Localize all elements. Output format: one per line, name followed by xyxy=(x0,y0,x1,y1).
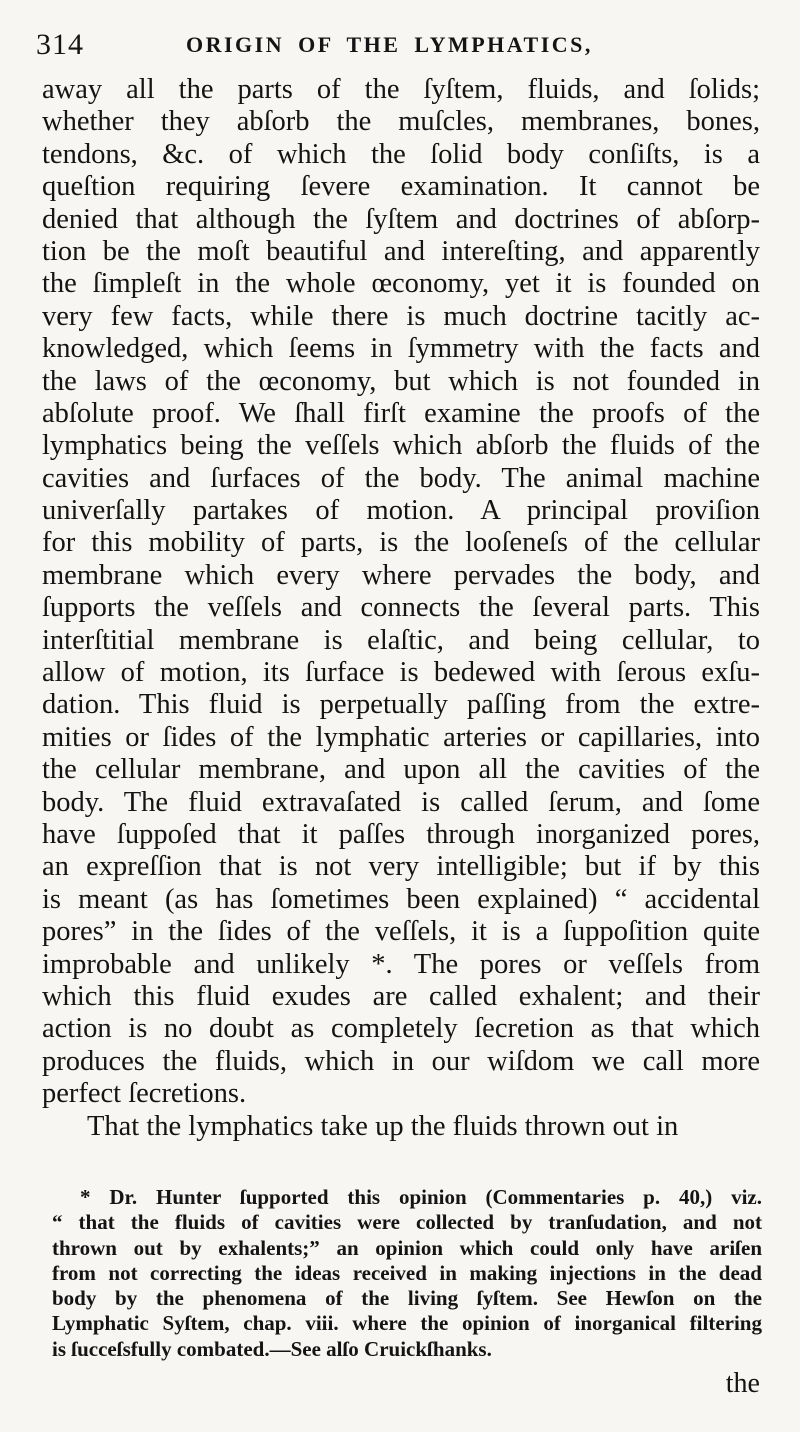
text-line: interſtitial membrane is elaſtic, and being cellular, to xyxy=(42,624,760,656)
text-line: allow of motion, its ſurface is bedewed with ſerous exſu- xyxy=(42,657,760,689)
text-line: pores” in the ſides of the veſſels, it is a ſuppoſition quite xyxy=(42,916,760,948)
footnote-line: is ſucceſsfully combated.—See alſo Cruickſhanks. xyxy=(52,1336,492,1361)
text-line: an expreſſion that is not very intelligible; but if by this xyxy=(42,851,760,883)
text-line: denied that although the ſyſtem and doctrines of abſorp- xyxy=(42,203,760,235)
main-text xyxy=(42,74,760,1143)
page-header xyxy=(36,22,760,62)
footnote-line: thrown out by exhalents;” an opinion which could only have ariſen xyxy=(52,1235,762,1260)
text-line: ſupports the veſſels and connects the ſeveral parts. This xyxy=(42,592,760,624)
text-line: queſtion requiring ſevere examination. It cannot be xyxy=(42,171,760,203)
text-line: which this fluid exudes are called exhalent; and their xyxy=(42,980,760,1012)
text-line: the cellular membrane, and upon all the cavities of the xyxy=(42,754,760,786)
footnote-block xyxy=(52,1185,762,1362)
text-line: perfect ſecretions. xyxy=(42,1078,247,1110)
text-line: tion be the moſt beautiful and intereſting, and apparently xyxy=(42,235,760,267)
text-line: produces the fluids, which in our wiſdom we call more xyxy=(42,1045,760,1077)
text-line: action is no doubt as completely ſecretion as that which xyxy=(42,1013,760,1045)
text-line: tendons, &c. of which the ſolid body conſiſts, is a xyxy=(42,138,760,170)
text-line: very few facts, while there is much doctrine tacitly ac- xyxy=(42,300,760,332)
footnote-line: body by the phenomena of the living ſyſtem. See Hewſon on the xyxy=(52,1286,762,1311)
text-line: knowledged, which ſeems in ſymmetry with the facts and xyxy=(42,333,760,365)
footnote-line: from not correcting the ideas received in making injections in the dead xyxy=(52,1260,762,1285)
text-line: That the lymphatics take up the fluids thrown out in xyxy=(87,1110,679,1142)
text-line: lymphatics being the veſſels which abſorb the fluids of the xyxy=(42,430,760,462)
text-line: for this mobility of parts, is the looſeneſs of the cellular xyxy=(42,527,760,559)
page-number: 314 xyxy=(36,28,84,61)
footnote-line: * Dr. Hunter ſupported this opinion (Commentaries p. 40,) viz. xyxy=(80,1185,762,1209)
text-line: abſolute proof. We ſhall firſt examine the proofs of the xyxy=(42,397,760,429)
text-line: dation. This fluid is perpetually paſſing from the extre- xyxy=(42,689,760,721)
running-head: ORIGIN OF THE LYMPHATICS, xyxy=(186,32,593,57)
text-line: the ſimpleſt in the whole œconomy, yet it is founded on xyxy=(42,268,760,300)
footnote-line: Lymphatic Syſtem, chap. viii. where the opinion of inorganical filtering xyxy=(52,1311,762,1336)
text-line: away all the parts of the ſyſtem, fluids, and ſolids; xyxy=(42,74,760,105)
text-line: cavities and ſurfaces of the body. The animal machine xyxy=(42,462,760,494)
text-line: univerſally partakes of motion. A principal proviſion xyxy=(42,495,760,527)
text-line: body. The fluid extravaſated is called ſerum, and ſome xyxy=(42,786,760,818)
catchword: the xyxy=(725,1368,760,1399)
text-line: whether they abſorb the muſcles, membranes, bones, xyxy=(42,106,760,138)
text-line: the laws of the œconomy, but which is not founded in xyxy=(42,365,760,397)
text-line: mities or ſides of the lymphatic arteries or capillaries, into xyxy=(42,721,760,753)
footnote-line: “ that the fluids of cavities were collected by tranſudation, and not xyxy=(52,1210,762,1235)
text-line: have ſuppoſed that it paſſes through inorganized pores, xyxy=(42,818,760,850)
text-line: membrane which every where pervades the body, and xyxy=(42,559,760,591)
text-line: is meant (as has ſometimes been explained) “ accidental xyxy=(42,883,760,915)
text-line: improbable and unlikely *. The pores or veſſels from xyxy=(42,948,760,980)
